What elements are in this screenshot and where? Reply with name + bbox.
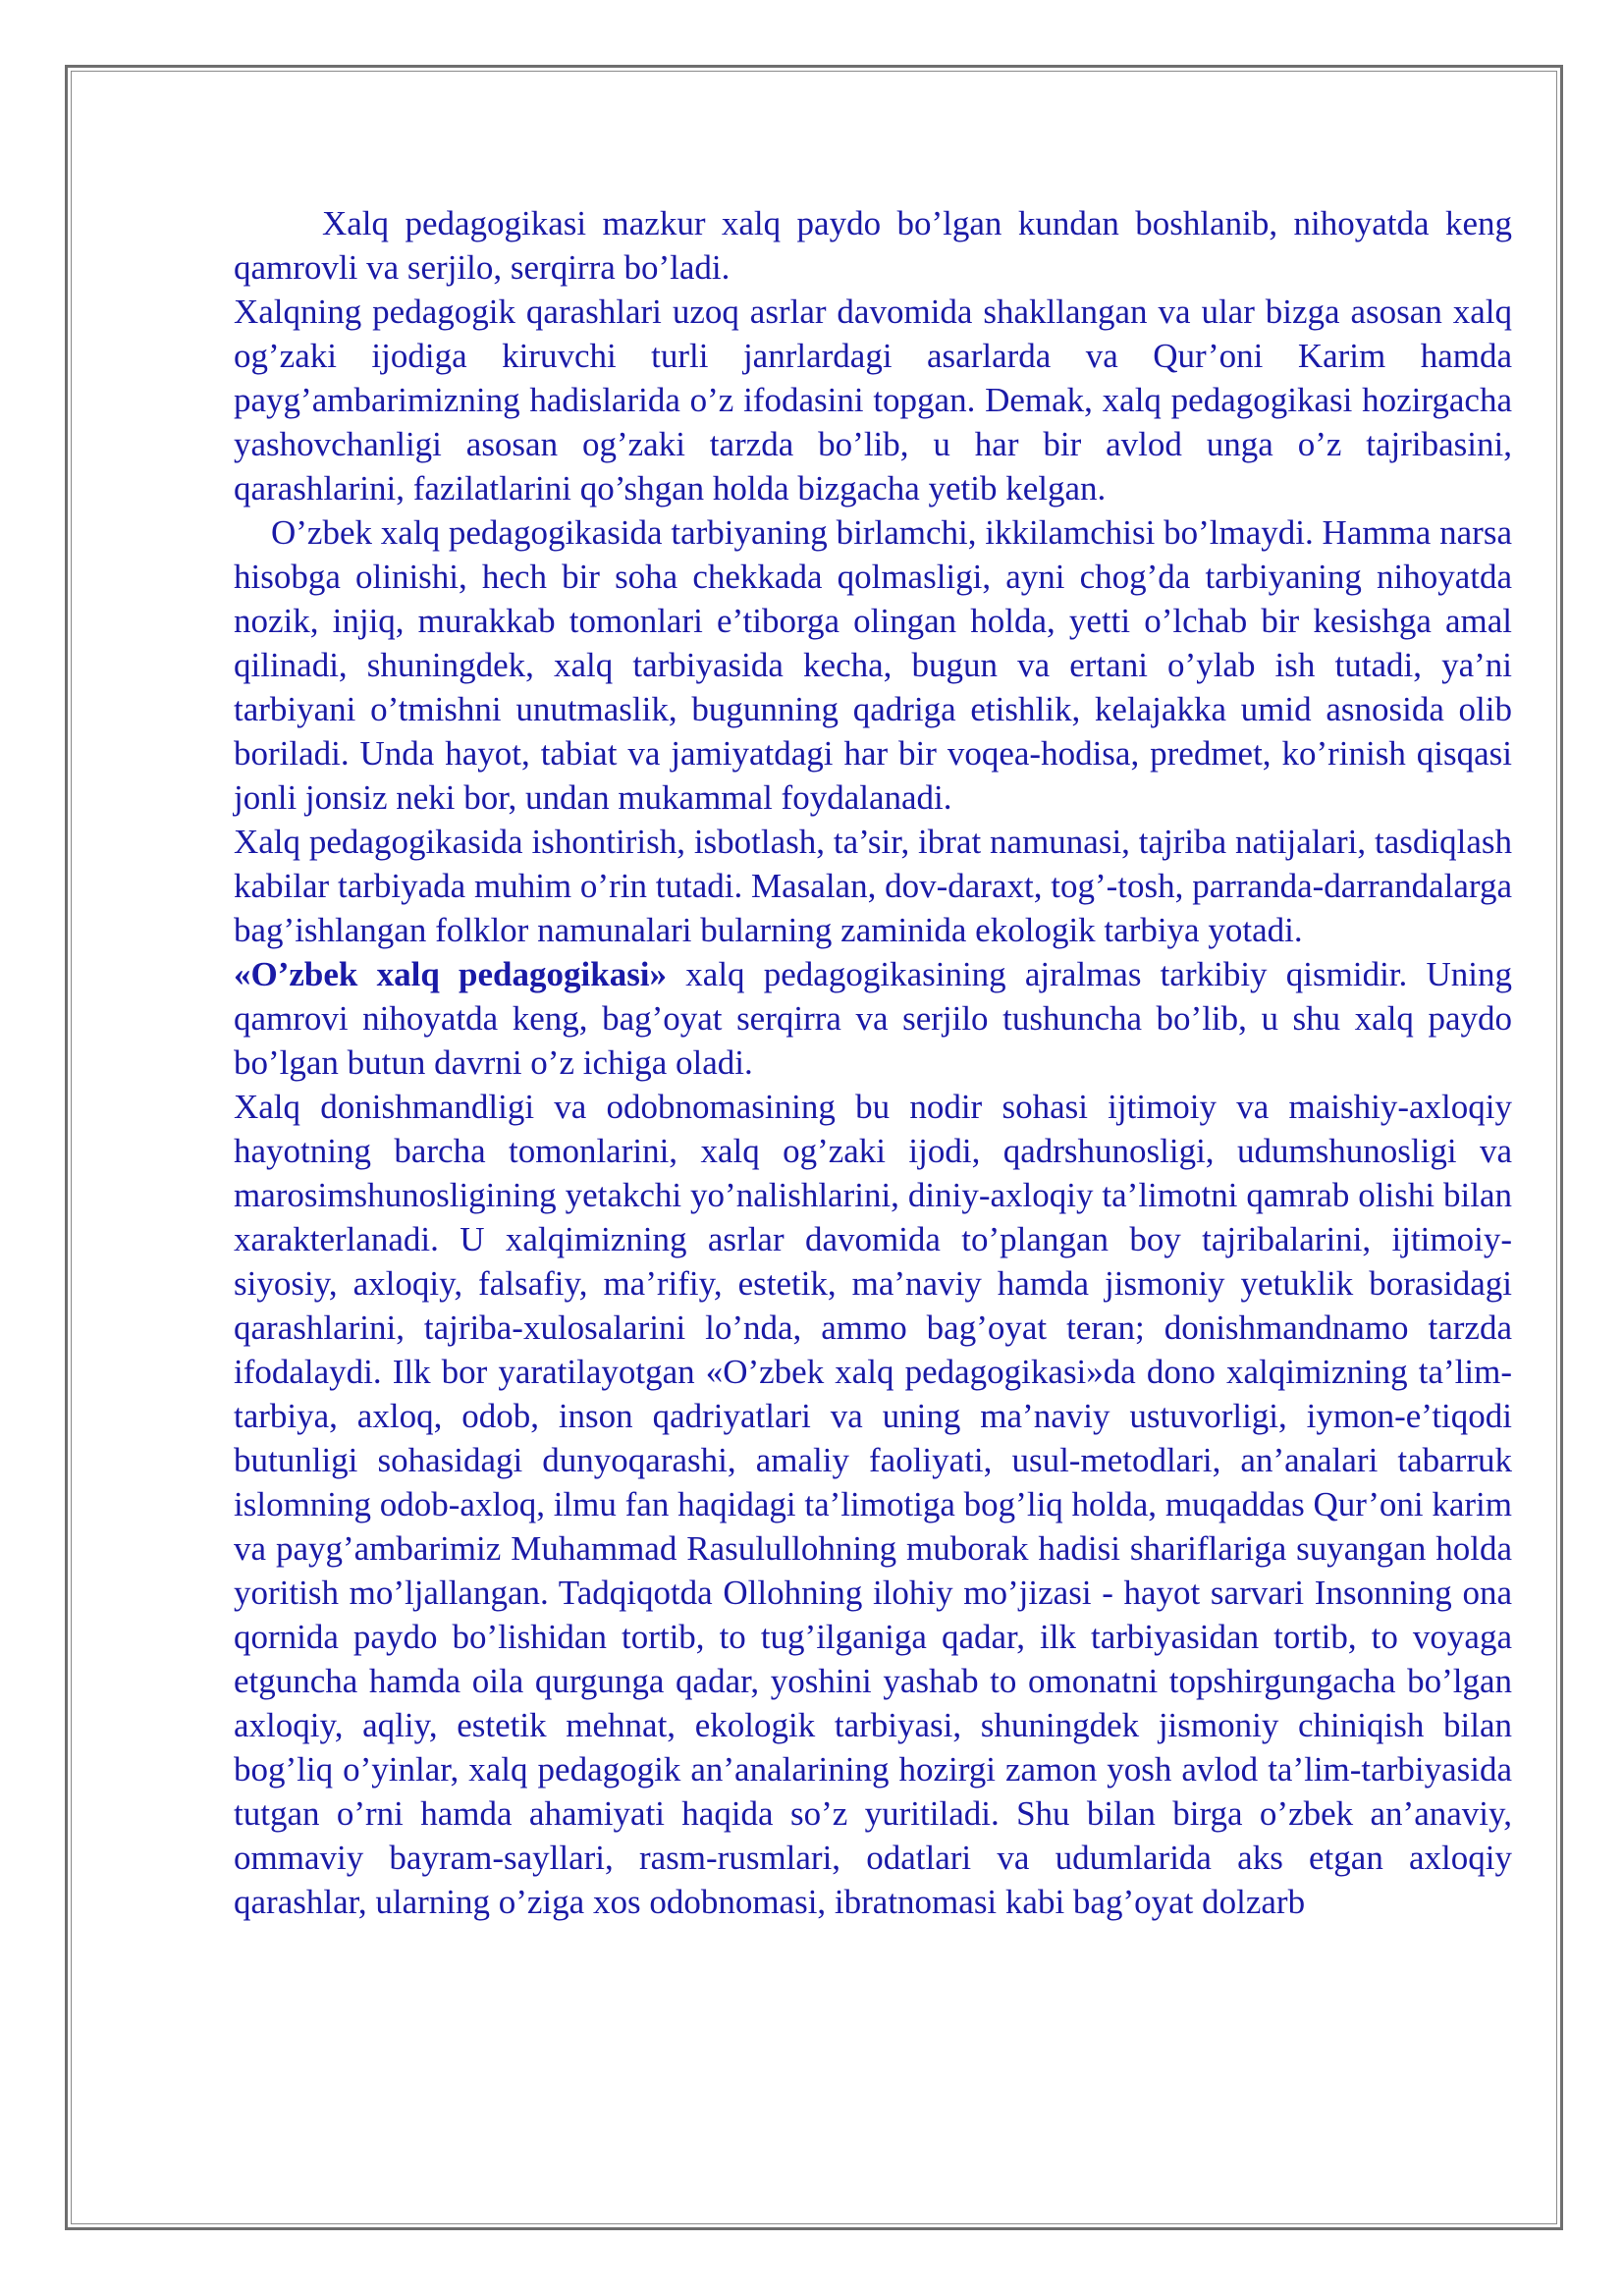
document-body xyxy=(234,201,1512,1924)
paragraph-4: Xalq pedagogikasida ishontirish, isbotlash, ta’sir, ibrat namunasi, tajriba natijalari, tasdiqlash kabilar tarbiyada muhim o’rin tutadi. Masalan, dov-daraxt, tog’-tosh, parranda-darrandalarga bag’ishlangan folklor namunalari bularning zaminida ekologik tarbiya yotadi. xyxy=(234,823,1512,949)
paragraph-1: Xalq pedagogikasi mazkur xalq paydo bo’lgan kundan boshlanib, nihoyatda keng qamrovli va serjilo, serqirra bo’ladi. xyxy=(234,204,1512,287)
paragraph-5-rest: Uning qamrovi nihoyatda keng, bag’oyat serqirra va serjilo tushuncha bo’lib, u shu xalq paydo bo’lgan butun davrni o’z ichiga oladi. xyxy=(234,955,1513,1082)
paragraph-5-lead: xalq pedagogikasining ajralmas tarkibiy qismidir. xyxy=(667,955,1408,993)
bold-term: «O’zbek xalq pedagogikasi» xyxy=(234,955,668,993)
paragraph-5 xyxy=(234,952,1512,1085)
paragraph-3: O’zbek xalq pedagogikasida tarbiyaning birlamchi, ikkilamchisi bo’lmaydi. Hamma narsa hisobga olinishi, hech bir soha chekkada qolmasligi, ayni chog’da tarbiyaning nihoyatda nozik, injiq, murakkab tomonlari e’tiborga olingan holda, yetti o’lchab bir kesishga amal qilinadi, shuningdek, xalq tarbiyasida kecha, bugun va ertani o’ylab ish tutadi, ya’ni tarbiyani o’tmishni unutmaslik, bugunning qadriga etishlik, kelajakka umid asnosida olib boriladi. Unda hayot, tabiat va jamiyatdagi har bir voqea-hodisa, predmet, ko’rinish qisqasi jonli jonsiz neki bor, undan mukammal foydalanadi. xyxy=(234,513,1512,817)
paragraph-2: Xalqning pedagogik qarashlari uzoq asrlar davomida shakllangan va ular bizga asosan xalq og’zaki ijodiga kiruvchi turli janrlardagi asarlarda va Qur’oni Karim hamda payg’ambarimizning hadislarida o’z ifodasini topgan. Demak, xalq pedagogikasi hozirgacha yashovchanligi asosan og’zaki tarzda bo’lib, u har bir avlod unga o’z tajribasini, qarashlarini, fazilatlarini qo’shgan holda bizgacha yetib kelgan. xyxy=(234,293,1512,507)
paragraph-6: Xalq donishmandligi va odobnomasining bu nodir sohasi ijtimoiy va maishiy-axloqiy hayotning barcha tomonlarini, xalq og’zaki ijodi, qadrshunosligi, udumshunosligi va marosimshunosligining yetakchi yo’nalishlarini, diniy-axloqiy ta’limotni qamrab olishi bilan xarakterlanadi. U xalqimizning asrlar davomida to’plangan boy tajribalarini, ijtimoiy-siyosiy, axloqiy, falsafiy, ma’rifiy, estetik, ma’naviy hamda jismoniy yetuklik borasidagi qarashlarini, tajriba-xulosalarini lo’nda, ammo bag’oyat teran; donishmandnamo tarzda ifodalaydi. Ilk bor yaratilayotgan «O’zbek xalq pedagogikasi»da dono xalqimizning ta’lim-tarbiya, axloq, odob, inson qadriyatlari va uning ma’naviy ustuvorligi, iymon-e’tiqodi butunligi sohasidagi dunyoqarashi, amaliy faoliyati, usul-metodlari, an’analari tabarruk islomning odob-axloq, ilmu fan haqidagi ta’limotiga bog’liq holda, muqaddas Qur’oni karim va payg’ambarimiz Muhammad Rasulullohning muborak hadisi shariflariga suyangan holda yoritish mo’ljallangan. Tadqiqotda Ollohning ilohiy mo’jizasi - hayot sarvari Insonning ona qornida paydo bo’lishidan tortib, to tug’ilganiga qadar, ilk tarbiyasidan tortib, to voyaga etguncha hamda oila qurgunga qadar, yoshini yashab to omonatni topshirgungacha bo’lgan axloqiy, aqliy, estetik mehnat, ekologik tarbiyasi, shuningdek jismoniy chiniqish bilan bog’liq o’yinlar, xalq pedagogik an’analarining hozirgi zamon yosh avlod ta’lim-tarbiyasida tutgan o’rni hamda ahamiyati haqida so’z yuritiladi. Shu bilan birga o’zbek an’anaviy, ommaviy bayram-sayllari, rasm-rusmlari, odatlari va udumlarida aks etgan axloqiy qarashlar, ularning o’ziga xos odobnomasi, ibratnomasi kabi bag’oyat dolzarb xyxy=(234,1088,1512,1921)
